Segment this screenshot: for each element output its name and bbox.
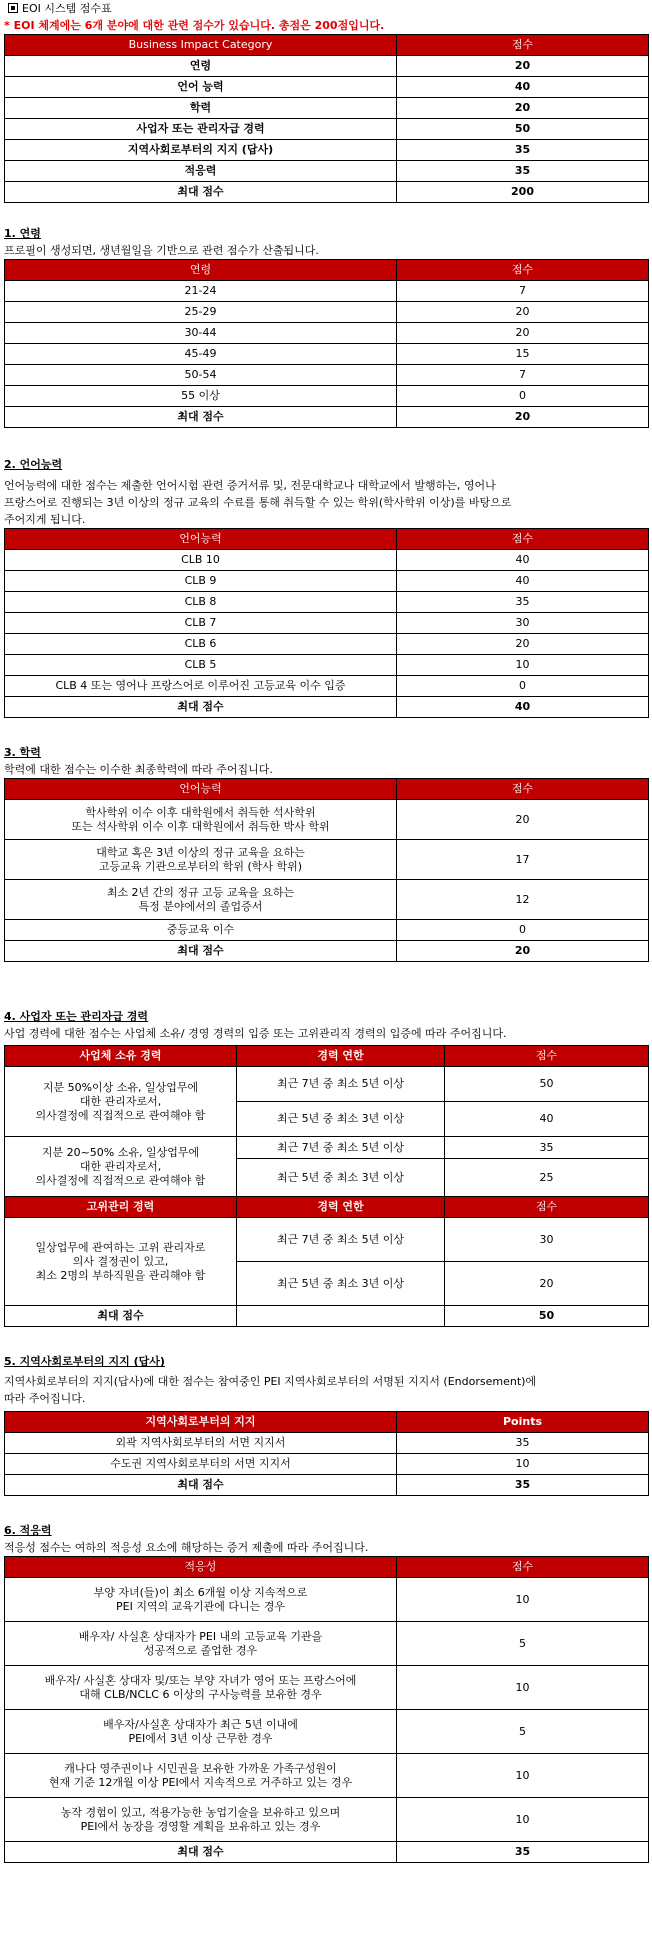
section-desc: 따라 주어집니다. [4, 1392, 86, 1405]
table-row: 최근 5년 중 최소 3년 이상 40 [5, 1102, 649, 1137]
table-row: 최근 5년 중 최소 3년 이상 20 [5, 1262, 649, 1306]
table-row: 55 이상 0 [5, 386, 649, 407]
section-title-education: 3. 학력 [4, 746, 41, 759]
section-desc: 주어지게 됩니다. [4, 513, 86, 526]
section-title-adaptability: 6. 적응력 [4, 1524, 52, 1537]
column-header: 지역사회로부터의 지지 [5, 1412, 397, 1433]
table-row: 최근 5년 중 최소 3년 이상 25 [5, 1159, 649, 1197]
table-row: 배우자/ 사실혼 상대자가 PEI 내의 고등교육 기관을 성공적으로 졸업한 경우 5 [5, 1622, 649, 1666]
table-row: 배우자/사실혼 상대자가 최근 5년 이내에 PEI에서 3년 이상 근무한 경우 5 [5, 1710, 649, 1754]
column-header: 점수 [397, 260, 649, 281]
table-row: 대학교 혹은 3년 이상의 정규 교육을 요하는 고등교육 기관으로부터의 학위 (학사 학위) 17 [5, 840, 649, 880]
table-row: 언어 능력 40 [5, 77, 649, 98]
section-desc: 프랑스어로 진행되는 3년 이상의 정규 교육의 수료를 통해 취득할 수 있는 학위(학사학위 이상)를 바탕으로 [4, 496, 512, 509]
table-row: 30-44 20 [5, 323, 649, 344]
column-header: 언어능력 [5, 779, 397, 800]
table-row: 캐나다 영주권이나 시민권을 보유한 가까운 가족구성원이 현재 기준 12개월 이상 PEI에서 지속적으로 거주하고 있는 경우 10 [5, 1754, 649, 1798]
age-table [4, 259, 649, 428]
section-title-community: 5. 지역사회로부터의 지지 (답사) [4, 1355, 165, 1368]
column-header: 점수 [397, 779, 649, 800]
table-row: 50-54 7 [5, 365, 649, 386]
table-row: 학사학위 이수 이후 대학원에서 취득한 석사학위 또는 석사학위 이수 이후 대학원에서 취득한 박사 학위 20 [5, 800, 649, 840]
total-row: 최대 점수 50 [5, 1306, 649, 1327]
section-title-business: 4. 사업자 또는 관리자급 경력 [4, 1010, 149, 1023]
page-title: EOI 시스템 점수표 [4, 0, 648, 17]
table-row: 학력 20 [5, 98, 649, 119]
table-row: 수도권 지역사회로부터의 서면 지지서 10 [5, 1454, 649, 1475]
section-desc: 적응성 점수는 여하의 적응성 요소에 해당하는 증거 제출에 따라 주어집니다. [4, 1541, 369, 1554]
table-header-row [5, 35, 649, 56]
total-row: 최대 점수 35 [5, 1842, 649, 1863]
column-header: Business Impact Category [5, 35, 397, 56]
column-header: 경력 연한 [237, 1046, 445, 1067]
column-header: Points [397, 1412, 649, 1433]
total-row: 최대 점수 20 [5, 407, 649, 428]
table-row: 지역사회로부터의 지지 (답사) 35 [5, 140, 649, 161]
business-table [4, 1045, 649, 1327]
section-desc: 학력에 대한 점수는 이수한 최종학력에 따라 주어집니다. [4, 763, 273, 776]
column-header: 고위관리 경력 [5, 1197, 237, 1218]
table-row: 연령 20 [5, 56, 649, 77]
section-desc: 프로필이 생성되면, 생년월일을 기반으로 관련 점수가 산출됩니다. [4, 244, 319, 257]
table-row: CLB 10 40 [5, 550, 649, 571]
column-header: 사업체 소유 경력 [5, 1046, 237, 1067]
table-row: 배우자/ 사실혼 상대자 및/또는 부양 자녀가 영어 또는 프랑스어에 대해 CLB/NCLC 6 이상의 구사능력를 보유한 경우 10 [5, 1666, 649, 1710]
column-header: 점수 [397, 35, 649, 56]
table-row: 일상업무에 관여하는 고위 관리자로 의사 결정권이 있고, 최소 2명의 부하직원을 관리해야 함 최근 7년 중 최소 5년 이상 30 [5, 1218, 649, 1262]
table-row: 외곽 지역사회로부터의 서면 지지서 35 [5, 1433, 649, 1454]
language-table [4, 528, 649, 718]
column-header: 점수 [397, 1557, 649, 1578]
section-title-age: 1. 연령 [4, 227, 41, 240]
table-row: 최소 2년 간의 정규 고등 교육을 요하는 특정 분야에서의 졸업증서 12 [5, 880, 649, 920]
total-note: * EOI 체계에는 6개 분야에 대한 관련 점수가 있습니다. 총점은 200점입니다. [4, 19, 385, 32]
column-header: 점수 [397, 529, 649, 550]
section-desc: 사업 경력에 대한 점수는 사업체 소유/ 경영 경력의 입증 또는 고위관리직 경력의 입증에 따라 주어집니다. [4, 1027, 507, 1040]
total-row: 최대 점수 20 [5, 941, 649, 962]
column-header: 점수 [445, 1046, 649, 1067]
section-desc: 지역사회로부터의 지지(답사)에 대한 점수는 참여중인 PEI 지역사회로부터의 서명된 지지서 (Endorsement)에 [4, 1375, 537, 1388]
table-row: CLB 8 35 [5, 592, 649, 613]
education-table [4, 778, 649, 962]
summary-table [4, 34, 649, 203]
table-row: 지분 20~50% 소유, 일상업무에 대한 관리자로서, 의사결정에 직접적으로 관여해야 함 최근 7년 중 최소 5년 이상 35 [5, 1137, 649, 1159]
column-header: 적응성 [5, 1557, 397, 1578]
table-row: CLB 5 10 [5, 655, 649, 676]
total-row: 최대 점수 35 [5, 1475, 649, 1496]
table-row: 적응력 35 [5, 161, 649, 182]
table-row: 25-29 20 [5, 302, 649, 323]
total-row: 최대 점수 200 [5, 182, 649, 203]
checkbox-square-icon [8, 3, 18, 13]
column-header: 연령 [5, 260, 397, 281]
table-row: 지분 50%이상 소유, 일상업무에 대한 관리자로서, 의사결정에 직접적으로 관여해야 함 최근 7년 중 최소 5년 이상 50 [5, 1067, 649, 1102]
adaptability-table [4, 1556, 649, 1863]
table-row: CLB 4 또는 영어나 프랑스어로 이루어진 고등교육 이수 입증 0 [5, 676, 649, 697]
column-header: 경력 연한 [237, 1197, 445, 1218]
column-header: 점수 [445, 1197, 649, 1218]
column-header: 언어능력 [5, 529, 397, 550]
community-table [4, 1411, 649, 1496]
total-row: 최대 점수 40 [5, 697, 649, 718]
section-desc: 언어능력에 대한 점수는 제출한 언어시험 관련 증거서류 및, 전문대학교나 대학교에서 발행하는, 영어나 [4, 479, 496, 492]
table-row: 농작 경험이 있고, 적용가능한 농업기술을 보유하고 있으며 PEI에서 농장을 경영할 계획을 보유하고 있는 경우 10 [5, 1798, 649, 1842]
table-row: 45-49 15 [5, 344, 649, 365]
table-row: CLB 9 40 [5, 571, 649, 592]
section-title-language: 2. 언어능력 [4, 458, 63, 471]
table-row: 중등교육 이수 0 [5, 920, 649, 941]
table-row: CLB 6 20 [5, 634, 649, 655]
table-row: 21-24 7 [5, 281, 649, 302]
table-row: 사업자 또는 관리자급 경력 50 [5, 119, 649, 140]
table-row: 부양 자녀(들)이 최소 6개월 이상 지속적으로 PEI 지역의 교육기관에 다니는 경우 10 [5, 1578, 649, 1622]
table-row: CLB 7 30 [5, 613, 649, 634]
